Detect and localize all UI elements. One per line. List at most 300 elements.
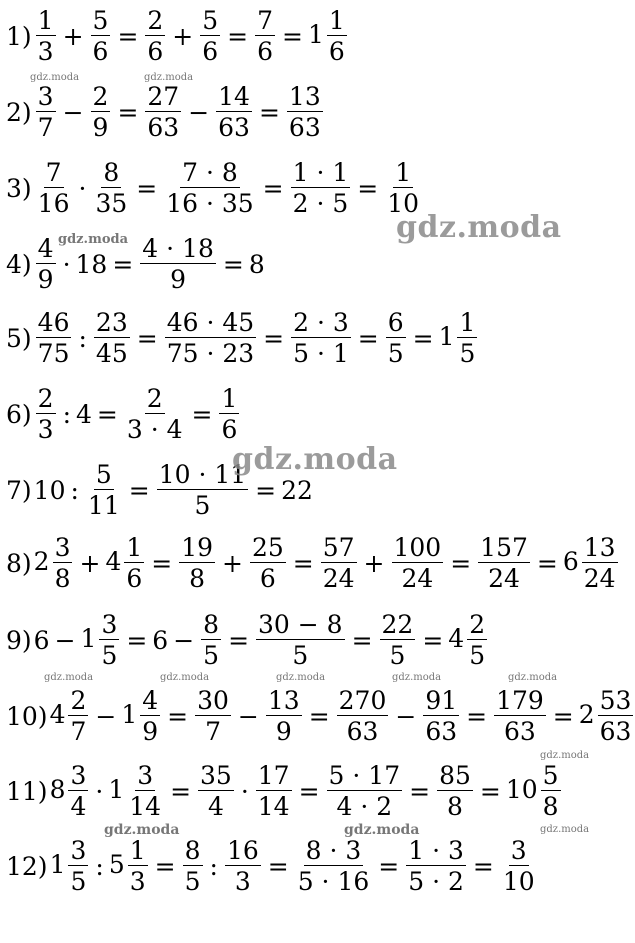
mixed-number [308,8,349,64]
numerator: 1 · 3 [408,836,464,865]
numerator: 10 · 11 [158,460,247,489]
denominator: 6 [126,564,143,593]
operator: = [227,21,249,51]
fraction [126,838,150,894]
numerator: 53 [599,686,632,715]
watermark-small: gdz.moda [392,672,442,683]
fraction [335,688,391,744]
operator: + [172,21,194,51]
denominator: 3 · 4 [126,415,183,444]
operator: : [70,475,79,505]
numerator: 2 [70,686,87,715]
operator: = [154,851,176,881]
fraction [143,84,183,140]
denominator: 4 [207,792,224,821]
fraction [499,838,539,894]
operator: = [412,323,434,353]
fraction [122,535,146,591]
fraction [125,763,165,819]
denominator: 3 [37,37,54,66]
numerator: 8 [184,836,201,865]
whole-part: 1 [307,19,324,49]
denominator: 11 [87,491,120,520]
fraction [89,84,113,140]
fraction [285,84,325,140]
numerator: 4 · 18 [142,234,214,263]
fraction [198,8,222,64]
denominator: 9 [92,113,109,142]
solution-row [6,386,241,442]
operator: = [96,399,118,429]
numerator: 3 [70,761,87,790]
numerator: 22 [381,610,414,639]
fraction [97,612,121,668]
operator: · [62,249,71,279]
denominator: 24 [322,564,355,593]
mixed-number [105,535,146,591]
operator: = [263,323,285,353]
watermark-small: gdz.moda [144,72,194,83]
operator: − [188,97,210,127]
fraction [435,763,475,819]
numerator: 16 [226,836,259,865]
denominator: 5 [292,641,309,670]
solution-row [6,612,489,668]
operator: : [78,323,87,353]
numerator: 5 · 17 [328,761,401,790]
operator: = [136,323,158,353]
numerator: 8 [203,610,220,639]
fraction [325,8,349,64]
fraction [34,236,58,292]
numerator: 13 [583,533,616,562]
operator: + [222,548,243,578]
numerator: 23 [95,308,128,337]
denominator: 5 · 2 [408,867,464,896]
fraction [223,838,263,894]
fraction [34,8,58,64]
denominator: 63 [346,717,379,746]
fraction [319,535,359,591]
denominator: 24 [583,564,616,593]
denominator: 2 · 5 [292,189,349,218]
fraction [123,386,187,442]
operator: = [357,323,379,353]
denominator: 5 · 16 [297,867,370,896]
fraction [492,688,548,744]
denominator: 7 [37,113,54,142]
numerator: 1 [37,6,54,35]
problem-number: 4) [6,249,32,279]
operator: = [126,625,148,655]
operator: = [472,851,494,881]
denominator: 45 [95,339,128,368]
denominator: 35 [95,189,128,218]
mixed-number [579,688,635,744]
operator: = [536,548,558,578]
number: 18 [75,249,108,279]
fraction [254,612,347,668]
number: 22 [281,475,313,505]
fraction [421,688,461,744]
numerator: 1 · 1 [292,158,349,187]
whole-part: 10 [505,774,538,804]
numerator: 6 [387,308,404,337]
fraction [138,236,218,292]
denominator: 5 [469,641,486,670]
operator: = [422,625,444,655]
whole-part: 6 [562,546,579,576]
numerator: 5 [95,460,112,489]
operator: · [78,173,87,203]
problem-number: 11) [6,776,48,806]
denominator: 6 [92,37,109,66]
fraction [248,535,288,591]
fraction [253,8,277,64]
number: 10 [33,475,66,505]
numerator: 7 [45,158,62,187]
operator: = [267,851,289,881]
numerator: 30 [197,686,229,715]
watermark-small: gdz.moda [508,672,558,683]
watermark-small: gdz.moda [540,824,590,835]
operator: = [112,249,134,279]
operator: = [151,548,173,578]
numerator: 19 [181,533,214,562]
numerator: 270 [338,686,387,715]
operator: = [378,851,400,881]
solution-row [6,763,563,819]
operator: = [170,776,192,806]
watermark-small: gdz.moda [58,232,129,247]
fraction [294,838,374,894]
operator: = [308,701,330,731]
fraction [138,688,162,744]
fraction [34,310,74,366]
operator: = [479,776,501,806]
numerator: 3 [510,836,527,865]
numerator: 57 [322,533,355,562]
operator: = [117,97,139,127]
whole-part: 4 [49,699,66,729]
numerator: 7 [257,6,274,35]
operator: − [173,625,195,655]
numerator: 100 [393,533,442,562]
operator: = [167,701,189,731]
numerator: 3 [54,533,71,562]
solution-row [6,688,635,744]
denominator: 9 [37,265,54,294]
whole-part: 1 [80,623,97,653]
fraction [539,763,563,819]
solution-row [6,84,325,140]
numerator: 157 [480,533,528,562]
numerator: 17 [257,761,290,790]
fraction [34,386,58,442]
solution-row [6,838,539,894]
fraction [66,763,90,819]
operator: = [357,173,379,203]
operator: − [395,701,417,731]
denominator: 9 [275,717,292,746]
problem-number: 7) [6,475,32,505]
fraction [181,838,205,894]
solution-row [6,160,423,216]
problem-number: 6) [6,399,32,429]
denominator: 24 [488,564,520,593]
denominator: 75 · 23 [166,339,255,368]
mixed-number [34,535,75,591]
denominator: 63 [425,717,458,746]
operator: − [237,701,259,731]
watermark-small: gdz.moda [160,672,210,683]
operator: + [79,548,101,578]
number: 8 [248,249,265,279]
mixed-number [448,612,489,668]
watermark-small: gdz.moda [44,672,94,683]
fraction [92,310,132,366]
operator: − [62,97,84,127]
mixed-number [108,763,165,819]
watermark-small: gdz.moda [540,750,590,761]
denominator: 24 [401,564,434,593]
numerator: 3 [37,82,54,111]
fraction [34,160,74,216]
numerator: 5 [92,6,109,35]
problem-number: 9) [6,625,32,655]
fraction [383,160,423,216]
denominator: 5 [184,867,201,896]
denominator: 63 [288,113,321,142]
denominator: 3 [234,867,251,896]
mixed-number [563,535,620,591]
fraction [404,838,468,894]
denominator: 8 [54,564,71,593]
operator: : [209,851,218,881]
numerator: 8 · 3 [305,836,362,865]
fraction [193,688,233,744]
denominator: 5 [101,641,118,670]
numerator: 35 [200,761,232,790]
denominator: 5 · 1 [293,339,349,368]
problem-number: 10) [6,701,48,731]
numerator: 27 [147,82,180,111]
whole-part: 1 [438,321,455,351]
numerator: 5 [202,6,219,35]
operator: = [409,776,431,806]
numerator: 7 · 8 [182,158,238,187]
numerator: 14 [218,82,250,111]
numerator: 3 [137,761,154,790]
operator: = [255,475,277,505]
problem-number: 8) [6,548,32,578]
denominator: 63 [599,717,632,746]
operator: = [262,173,284,203]
problem-number: 1) [6,21,32,51]
problem-number: 5) [6,323,32,353]
denominator: 5 [194,491,211,520]
denominator: 3 [37,415,54,444]
denominator: 6 [147,37,164,66]
denominator: 5 [387,339,404,368]
whole-part: 5 [108,849,125,879]
fraction [289,160,353,216]
watermark-small: gdz.moda [30,72,80,83]
watermark: gdz.moda [396,210,562,245]
whole-part: 4 [105,546,122,576]
denominator: 75 [37,339,70,368]
fraction [34,84,58,140]
fraction [289,310,353,366]
fraction [84,462,124,518]
operator: · [95,776,104,806]
solution-row [6,8,349,64]
numerator: 179 [496,686,544,715]
numerator: 2 [146,384,163,413]
watermark-small: gdz.moda [344,822,420,838]
denominator: 5 [70,867,87,896]
numerator: 2 [92,82,109,111]
denominator: 16 [37,189,70,218]
fraction [162,160,257,216]
numerator: 91 [425,686,458,715]
watermark-small: gdz.moda [276,672,326,683]
denominator: 63 [147,113,180,142]
watermark: gdz.moda [232,442,398,477]
fraction [455,310,479,366]
numerator: 2 [37,384,54,413]
problem-number: 2) [6,97,32,127]
operator: + [363,548,385,578]
fraction [217,386,241,442]
operator: = [298,776,320,806]
denominator: 6 [259,564,276,593]
number: 6 [33,625,50,655]
operator: : [62,399,72,429]
solution-row [6,535,620,591]
whole-part: 1 [108,774,125,804]
denominator: 63 [218,113,250,142]
fraction [66,688,90,744]
fraction [325,763,405,819]
denominator: 16 · 35 [166,189,254,218]
fraction [66,838,90,894]
numerator: 30 − 8 [258,610,343,639]
solution-row [6,236,265,292]
numerator: 2 · 3 [293,308,349,337]
mixed-number [50,838,91,894]
numerator: 1 [129,836,146,865]
denominator: 5 [203,641,220,670]
numerator: 46 [37,308,70,337]
fraction [89,8,113,64]
numerator: 85 [439,761,471,790]
number: 6 [152,625,169,655]
denominator: 9 [142,717,159,746]
operator: = [136,173,158,203]
mixed-number [81,612,122,668]
denominator: 7 [70,717,87,746]
fraction [378,612,418,668]
operator: = [117,21,139,51]
operator: = [292,548,314,578]
denominator: 3 [129,867,146,896]
whole-part: 4 [448,623,465,653]
numerator: 4 [142,686,159,715]
watermark-small: gdz.moda [104,822,180,838]
denominator: 8 [447,792,463,821]
operator: = [552,701,574,731]
operator: = [258,97,280,127]
operator: = [128,475,150,505]
denominator: 14 [129,792,162,821]
fraction [476,535,532,591]
denominator: 9 [170,265,187,294]
fraction [196,763,236,819]
mixed-number [439,310,480,366]
numerator: 4 [37,234,54,263]
denominator: 5 [459,339,476,368]
operator: = [450,548,472,578]
denominator: 4 · 2 [336,792,393,821]
denominator: 63 [504,717,536,746]
fraction [51,535,75,591]
denominator: 8 [542,792,559,821]
denominator: 8 [189,564,206,593]
denominator: 6 [221,415,238,444]
numerator: 13 [288,82,321,111]
numerator: 1 [126,533,143,562]
denominator: 6 [328,37,345,66]
operator: = [191,399,213,429]
mixed-number [121,688,162,744]
whole-part: 8 [49,774,66,804]
fraction [91,160,131,216]
operator: = [282,21,303,51]
denominator: 6 [257,37,274,66]
fraction [177,535,217,591]
numerator: 13 [267,686,300,715]
fraction [390,535,446,591]
whole-part: 1 [49,849,66,879]
numerator: 3 [70,836,87,865]
operator: − [54,625,76,655]
solution-row [6,310,479,366]
problem-number: 3) [6,173,32,203]
number: 4 [76,399,92,429]
denominator: 4 [70,792,87,821]
numerator: 1 [221,384,238,413]
denominator: 7 [205,717,221,746]
fraction [199,612,223,668]
numerator: 5 [542,761,559,790]
denominator: 10 [387,189,420,218]
operator: + [62,21,84,51]
fraction [596,688,635,744]
numerator: 2 [147,6,164,35]
fraction [580,535,620,591]
whole-part: 2 [578,699,595,729]
denominator: 14 [257,792,290,821]
denominator: 10 [502,867,535,896]
fraction [254,763,294,819]
whole-part: 2 [33,546,50,576]
fraction [163,310,258,366]
denominator: 6 [202,37,219,66]
operator: · [240,776,249,806]
mixed-number [109,838,150,894]
mixed-number [50,763,91,819]
